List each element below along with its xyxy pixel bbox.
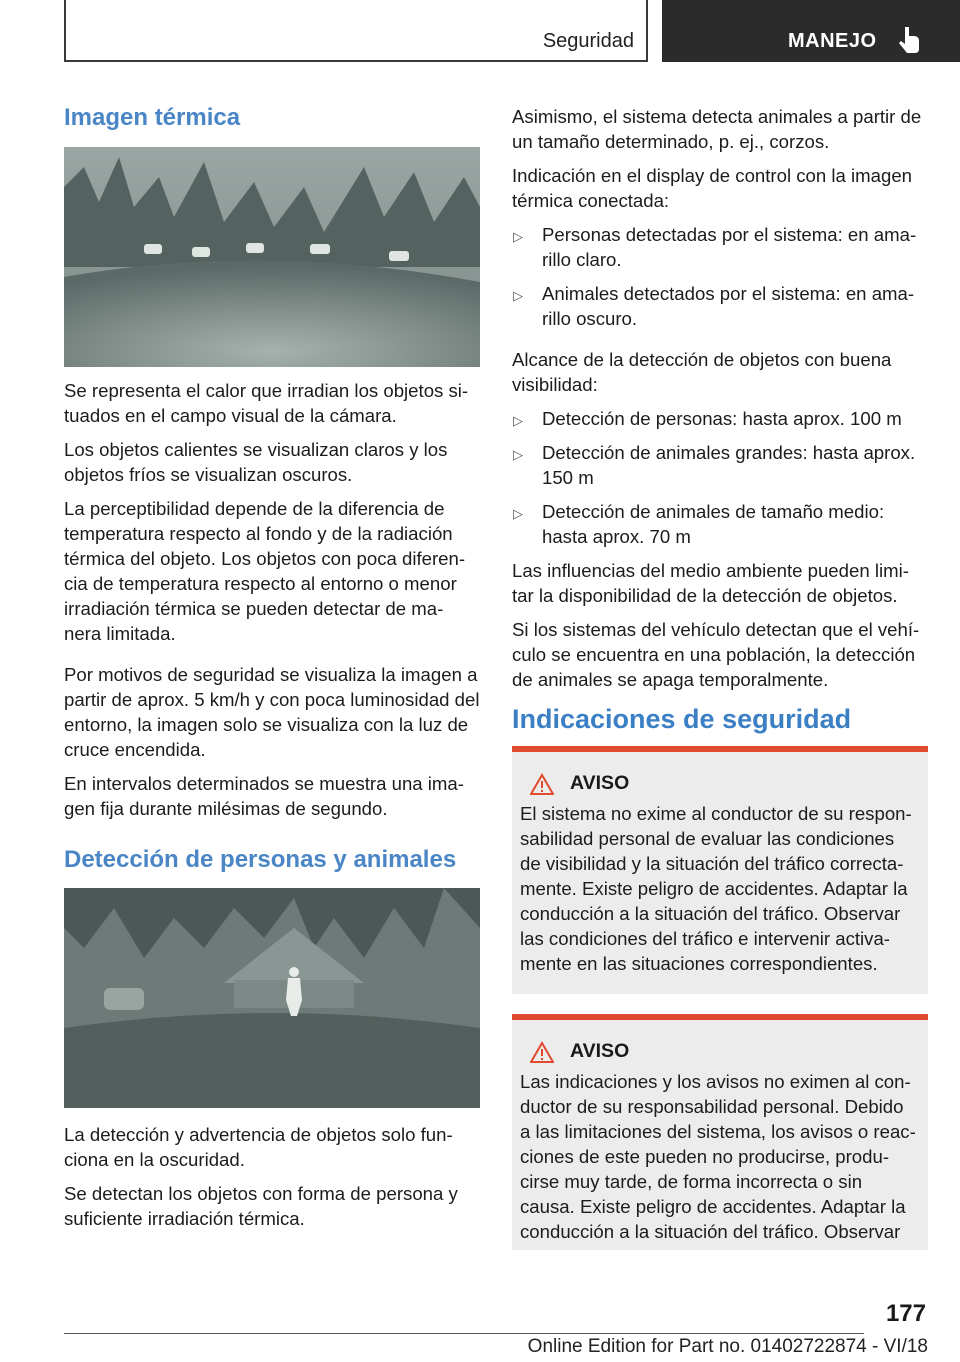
paragraph: La perceptibilidad depende de la diferencia de temperatura respecto al fondo y de la radiación térmica del objeto. Los objetos con poca diferen‐ cia de temperatura respecto al entorno o menor irradiación térmica se pueden detectar de ma‐ nera limitada. [64, 498, 466, 644]
list-item: ▷ Detección de animales grandes: hasta aprox. 150 m [513, 442, 916, 488]
warning-title: AVISO [570, 772, 630, 794]
heading-person-animal-detection: Detección de personas y animales [64, 846, 457, 873]
thermal-image-pedestrian [64, 888, 480, 1108]
thermal-paragraphs-2 [64, 662, 482, 821]
warning-text: El sistema no exime al conductor de su respon‐ sabilidad personal de evaluar las condiciones de visibilidad y la situación del tráfico correcta‐ mente. Existe peligro de accidentes. Adaptar la conducción a la situación del tráfico. Observar las condiciones del tráfico e intervenir activa‐ mente en las situaciones correspondientes. [520, 803, 912, 974]
thermal-scene-animals-graphic [64, 147, 480, 367]
list-item: ▷ Personas detectadas por el sistema: en ama‐ rillo claro. [513, 224, 917, 270]
header-chapter-tab [662, 0, 960, 62]
paragraph: Se representa el calor que irradian los objetos si‐ tuados en el campo visual de la cámara. [64, 380, 469, 426]
warning-title-row [530, 1040, 918, 1063]
list-item: ▷ Detección de personas: hasta aprox. 100 m [512, 406, 928, 431]
paragraph: Indicación en el display de control con la imagen térmica conectada: [512, 165, 913, 211]
list-item: ▷ Animales detectados por el sistema: en ama‐ rillo oscuro. [513, 283, 915, 329]
paragraph: Asimismo, el sistema detecta animales a partir de un tamaño determinado, p. ej., corzos. [512, 106, 922, 152]
heading-safety-notes: Indicaciones de seguridad [512, 704, 852, 734]
paragraph: Alcance de la detección de objetos con buena visibilidad: [512, 349, 892, 395]
header-section-box [64, 0, 648, 62]
thermal-scene-pedestrian-graphic [64, 888, 480, 1108]
triangle-bullet-icon: ▷ [513, 413, 523, 428]
paragraph: En intervalos determinados se muestra una ima‐ gen fija durante milésimas de segundo. [64, 773, 464, 819]
paragraph: Por motivos de seguridad se visualiza la imagen a partir de aprox. 5 km/h y con poca luminosidad del entorno, la imagen solo se visualiza con la luz de cruce encendida. [64, 664, 480, 760]
animal-detection-paragraphs [512, 104, 928, 692]
header-section-title: Seguridad [542, 30, 634, 52]
paragraph: Si los sistemas del vehículo detectan que el vehí‐ culo se encuentra en una población, la detección de animales se apaga temporalmente. [512, 619, 920, 690]
footer-divider [64, 1333, 864, 1334]
triangle-bullet-icon: ▷ [513, 506, 523, 521]
warning-box-2 [512, 1014, 928, 1250]
detection-paragraphs [64, 1122, 482, 1231]
warning-text: Las indicaciones y los avisos no eximen al con‐ ductor de su responsabilidad personal. Debido a las limitaciones del sistema, los avisos o reac‐ ciones de este pueden no producirse, produ‐ cirse muy tarde, de forma incorrecta o sin causa. Existe peligro de accidentes. Adaptar la conducción a la situación del tráfico. Observar [520, 1071, 916, 1242]
hand-pointer-icon [896, 24, 924, 54]
paragraph: La detección y advertencia de objetos solo fun‐ ciona en la oscuridad. [64, 1124, 453, 1170]
paragraph: Las influencias del medio ambiente pueden limi‐ tar la disponibilidad de la detección de objetos. [512, 560, 909, 606]
paragraph: Los objetos calientes se visualizan claros y los objetos fríos se visualizan oscuros. [64, 439, 448, 485]
warning-triangle-icon [530, 773, 554, 795]
thermal-image-animals [64, 147, 480, 367]
triangle-bullet-icon: ▷ [513, 288, 523, 303]
list-item: ▷ Detección de animales de tamaño medio: hasta aprox. 70 m [513, 501, 885, 547]
triangle-bullet-icon: ▷ [513, 229, 523, 244]
warning-title-row [530, 772, 918, 795]
warning-title: AVISO [570, 1040, 630, 1062]
paragraph: Se detectan los objetos con forma de persona y suficiente irradiación térmica. [64, 1183, 458, 1229]
warning-box-1 [512, 746, 928, 994]
triangle-bullet-icon: ▷ [513, 447, 523, 462]
thermal-paragraphs-1 [64, 378, 482, 646]
heading-thermal-image: Imagen térmica [64, 104, 241, 131]
warning-triangle-icon [530, 1041, 554, 1063]
footer-edition: Online Edition for Part no. 01402722874 - VI/18 [527, 1336, 928, 1357]
page-number: 177 [885, 1300, 926, 1327]
header-chapter-title: MANEJO [788, 30, 877, 52]
